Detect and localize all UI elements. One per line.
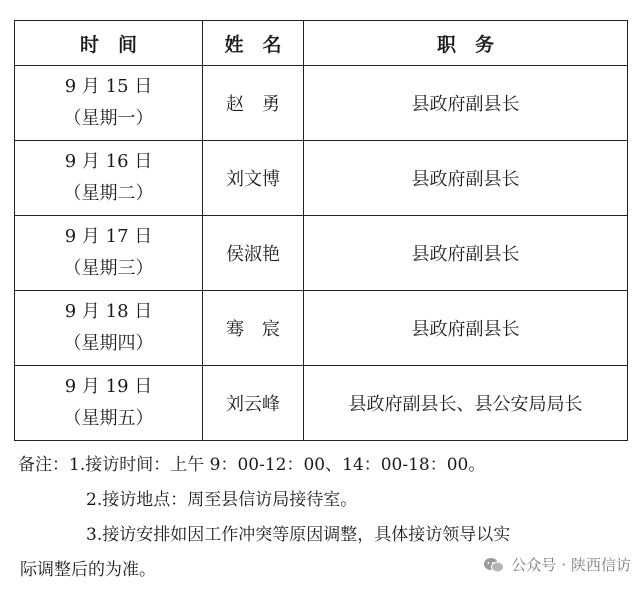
table-row (15, 66, 628, 141)
name-cell: 刘文博 (203, 141, 304, 216)
weekday-text: （星期一） (63, 108, 154, 129)
remark-adjustment: 3.接访安排如因工作冲突等原因调整，具体接访领导以实 (86, 525, 511, 545)
header-time: 时 间 (15, 21, 203, 66)
wechat-watermark (483, 554, 631, 575)
remark-adjustment-continued: 际调整后的为准。 (20, 560, 156, 580)
position-cell: 县政府副县长、县公安局局长 (304, 366, 628, 441)
date-text: 9 月 18 日 (64, 301, 153, 322)
date-cell (15, 66, 203, 141)
name-cell: 侯淑艳 (203, 216, 304, 291)
date-cell (15, 291, 203, 366)
header-position: 职 务 (304, 21, 628, 66)
weekday-text: （星期三） (63, 258, 154, 279)
date-cell (15, 216, 203, 291)
watermark-separator: · (561, 555, 566, 574)
position-cell: 县政府副县长 (304, 66, 628, 141)
table-row (15, 141, 628, 216)
watermark-account: 陕西信访 (570, 556, 631, 574)
date-cell (15, 141, 203, 216)
table-row (15, 216, 628, 291)
table-row (15, 291, 628, 366)
header-name: 姓 名 (203, 21, 304, 66)
name-cell: 刘云峰 (203, 366, 304, 441)
weekday-text: （星期四） (63, 333, 154, 354)
position-cell: 县政府副县长 (304, 141, 628, 216)
watermark-label: 公众号 (511, 556, 557, 574)
wechat-icon (483, 557, 505, 573)
date-text: 9 月 17 日 (64, 226, 153, 247)
remark-location: 2.接访地点：周至县信访局接待室。 (86, 490, 358, 510)
date-text: 9 月 19 日 (64, 376, 153, 397)
name-cell: 赵 勇 (203, 66, 304, 141)
name-cell: 骞 宸 (203, 291, 304, 366)
position-cell: 县政府副县长 (304, 291, 628, 366)
table-row (15, 366, 628, 441)
reception-schedule-table (14, 20, 628, 441)
weekday-text: （星期五） (63, 408, 154, 429)
date-text: 9 月 16 日 (64, 151, 153, 172)
date-cell (15, 366, 203, 441)
remark-time: 备注：1.接访时间：上午 9：00-12：00、14：00-18：00。 (18, 455, 486, 475)
position-cell: 县政府副县长 (304, 216, 628, 291)
weekday-text: （星期二） (63, 183, 154, 204)
date-text: 9 月 15 日 (64, 76, 153, 97)
table-header-row (15, 21, 628, 66)
